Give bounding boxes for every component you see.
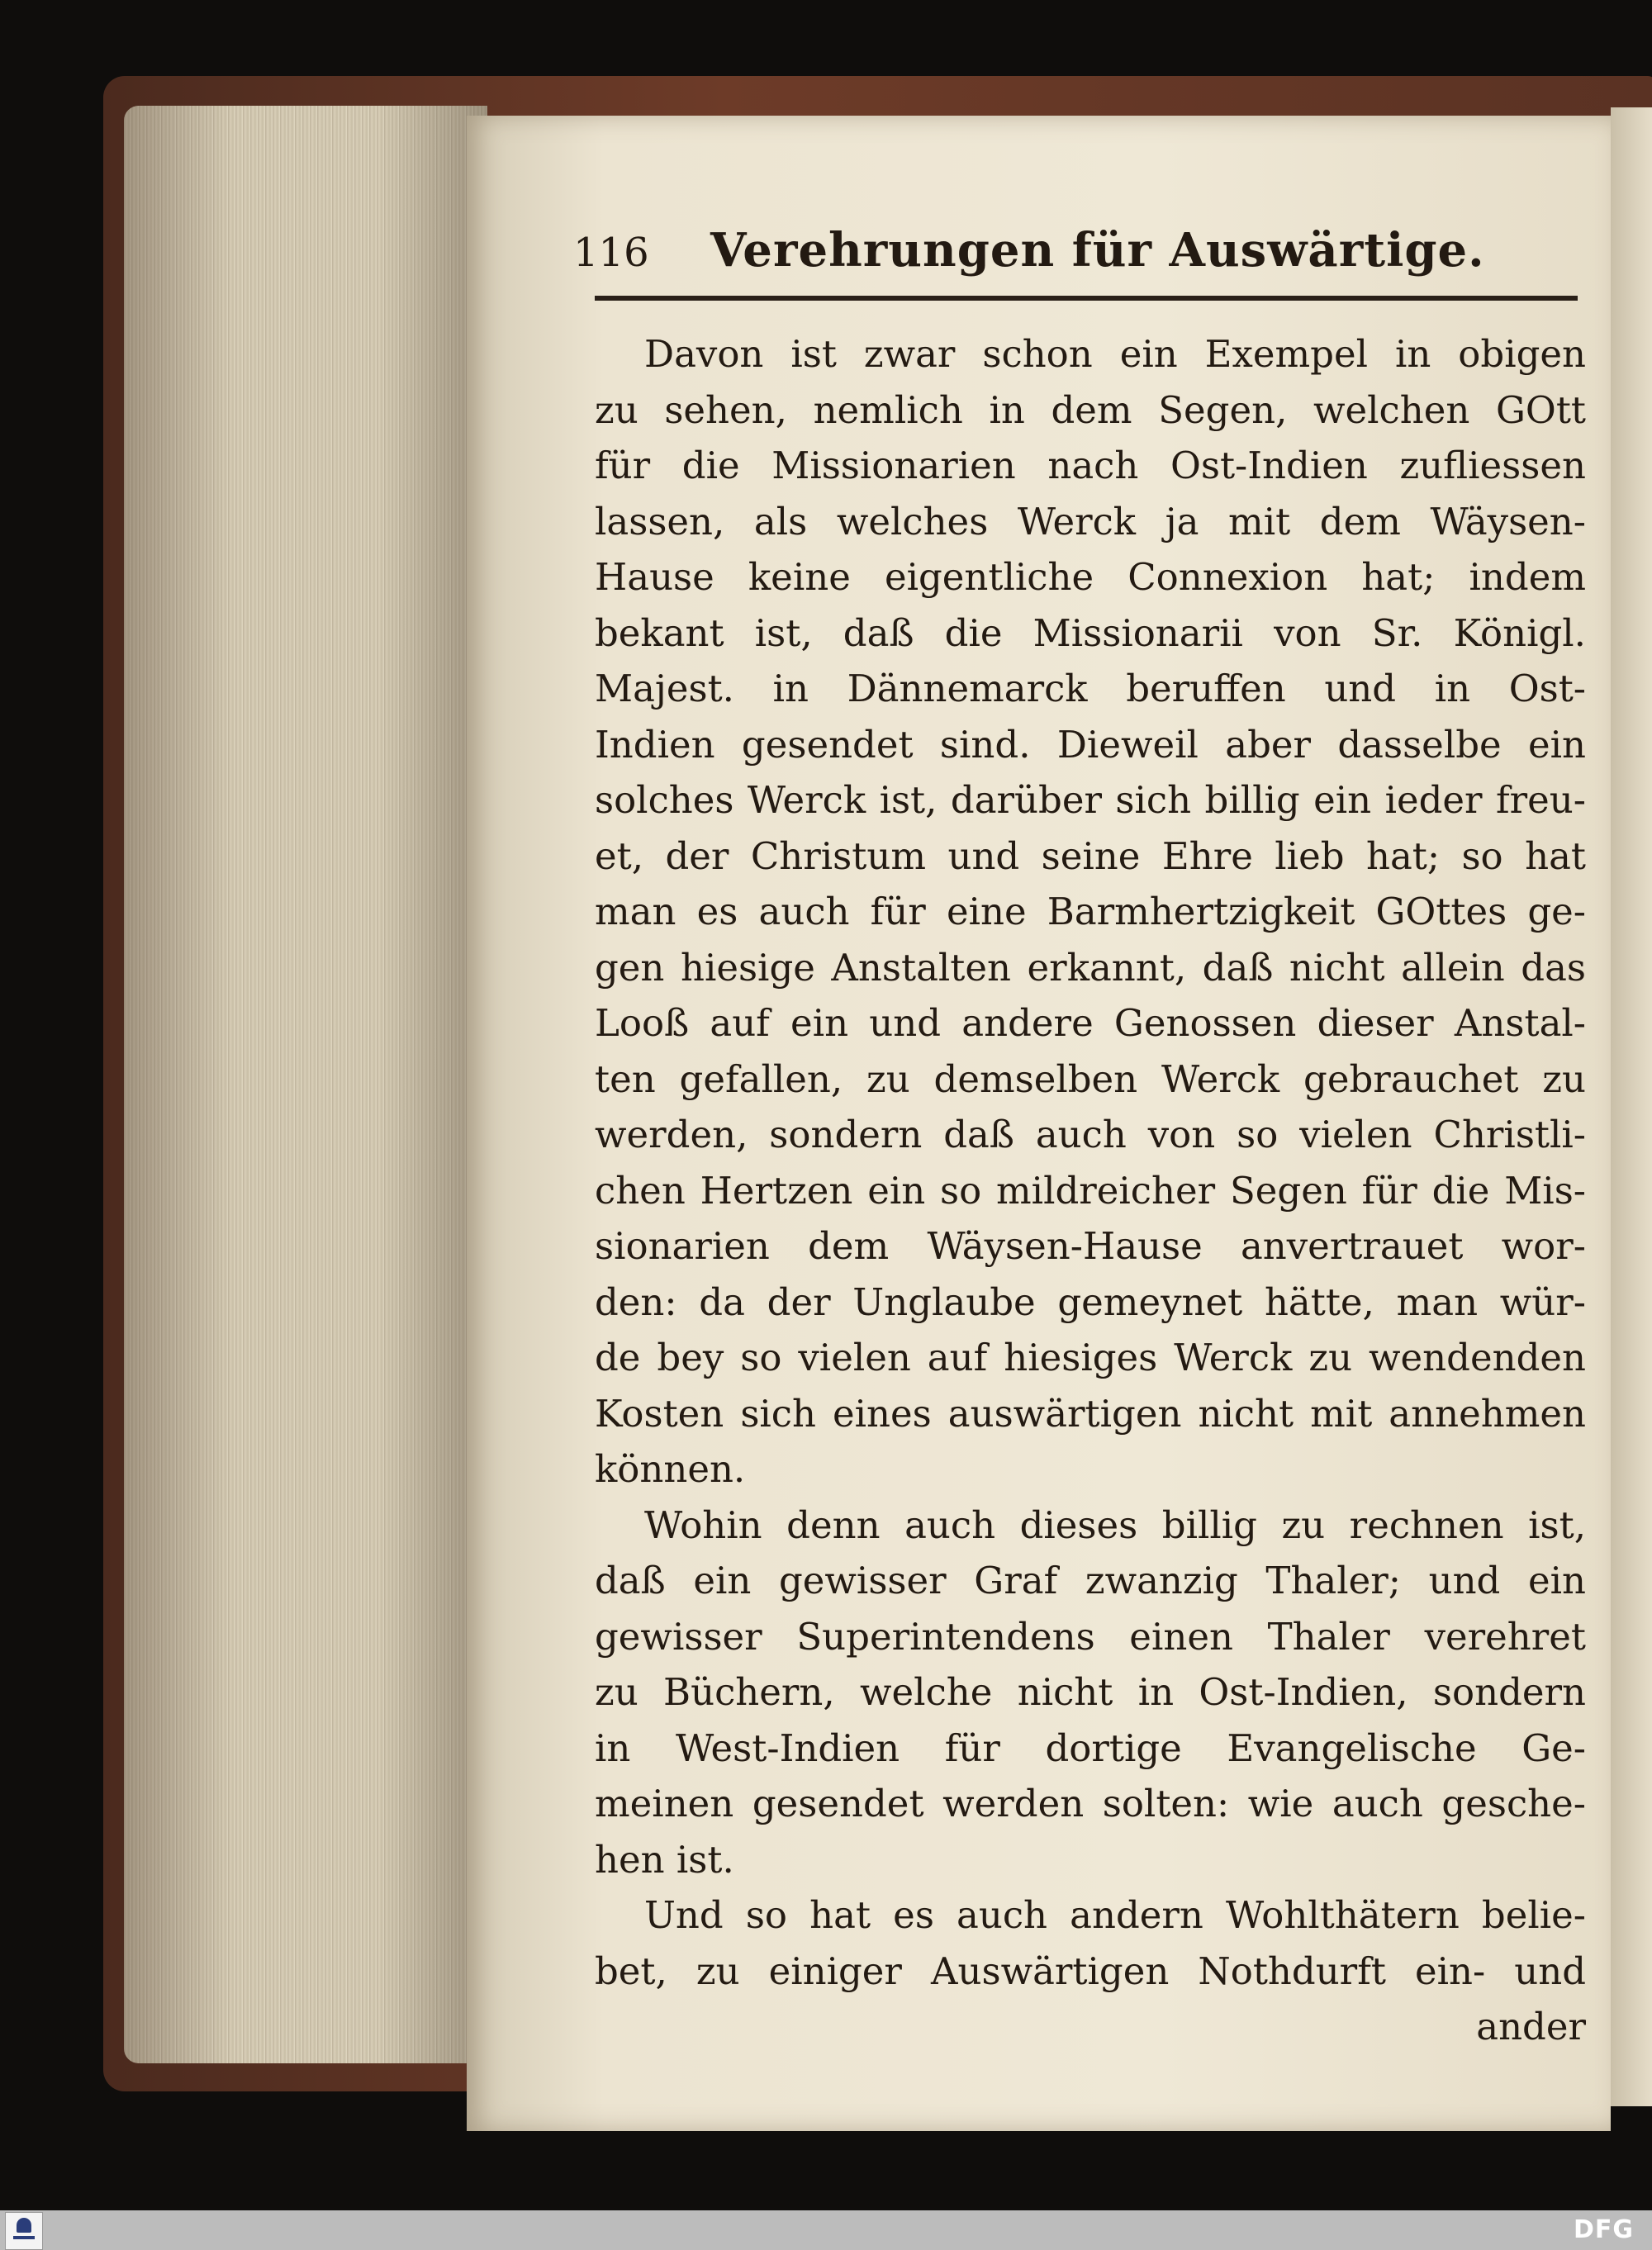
text-line: sionarien dem Wäysen-Hause anvertrauet wor-: [595, 1224, 1586, 1268]
page-edges-shade: [124, 106, 487, 2063]
text-line: Indien gesendet sind. Dieweil aber dasselbe ein: [595, 722, 1586, 767]
text-line: de bey so vielen auf hiesiges Werck zu wendenden: [595, 1336, 1586, 1379]
facing-page-edge: [1611, 107, 1652, 2106]
text-line: ten gefallen, zu demselben Werck gebrauchet zu: [595, 1056, 1586, 1101]
library-logo-icon: [5, 2212, 43, 2250]
text-line: gen hiesige Anstalten erkannt, daß nicht allein das: [595, 945, 1586, 990]
text-line: chen Hertzen ein so mildreicher Segen für die Mis-: [595, 1168, 1586, 1213]
text-line: et, der Christum und seine Ehre lieb hat; so hat: [595, 833, 1586, 878]
text-line: können.: [595, 1447, 746, 1491]
text-line: bet, zu einiger Auswärtigen Nothdurft ein- und: [595, 1949, 1586, 1993]
text-line: hen ist.: [595, 1837, 734, 1882]
text-line: Majest. in Dännemarck beruffen und in Ost-: [595, 667, 1586, 710]
header-title: Verehrungen für Auswärtige.: [710, 223, 1485, 278]
logo-mark: [17, 2218, 31, 2233]
dfg-logo: DFG: [1573, 2215, 1634, 2244]
text-line: man es auch für eine Barmhertzigkeit GOttes ge-: [595, 890, 1586, 933]
text-line: werden, sondern daß auch von so vielen Christli-: [595, 1113, 1586, 1156]
text-line: Wohin denn auch dieses billig zu rechnen ist,: [644, 1502, 1586, 1547]
text-line: in West-Indien für dortige Evangelische Ge-: [595, 1725, 1586, 1770]
text-line: Hause keine eigentliche Connexion hat; indem: [595, 555, 1586, 599]
running-head: [573, 223, 1586, 289]
text-line: den: da der Unglaube gemeynet hätte, man wür-: [595, 1279, 1586, 1324]
text-line: meinen gesendet werden solten: wie auch gesche-: [595, 1782, 1586, 1825]
text-line: Und so hat es auch andern Wohlthätern belie-: [644, 1893, 1586, 1937]
header-rule: [595, 296, 1578, 301]
text-line: lassen, als welches Werck ja mit dem Wäysen-: [595, 499, 1586, 544]
viewer-footer-bar: [0, 2210, 1652, 2250]
text-line: daß ein gewisser Graf zwanzig Thaler; und ein: [595, 1559, 1586, 1602]
text-line: gewisser Superintendens einen Thaler verehret: [595, 1614, 1586, 1659]
text-line: bekant ist, daß die Missionarii von Sr. Königl.: [595, 610, 1586, 655]
text-line: Kosten sich eines auswärtigen nicht mit annehmen: [595, 1391, 1586, 1436]
text-line: für die Missionarien nach Ost-Indien zufliessen: [595, 444, 1586, 487]
text-line: solches Werck ist, darüber sich billig ein ieder freu-: [595, 778, 1586, 822]
body-text: [595, 326, 1586, 2055]
text-line: Davon ist zwar schon ein Exempel in obigen: [644, 332, 1586, 376]
logo-base: [13, 2236, 35, 2239]
text-line: zu sehen, nemlich in dem Segen, welchen GOtt: [595, 387, 1586, 432]
text-line: Looß auf ein und andere Genossen dieser Anstal-: [595, 1001, 1586, 1045]
page-text: [573, 223, 1586, 2048]
catchword: ander: [1476, 2005, 1586, 2048]
text-line: zu Büchern, welche nicht in Ost-Indien, sondern: [595, 1670, 1586, 1714]
page-number: 116: [573, 230, 649, 276]
